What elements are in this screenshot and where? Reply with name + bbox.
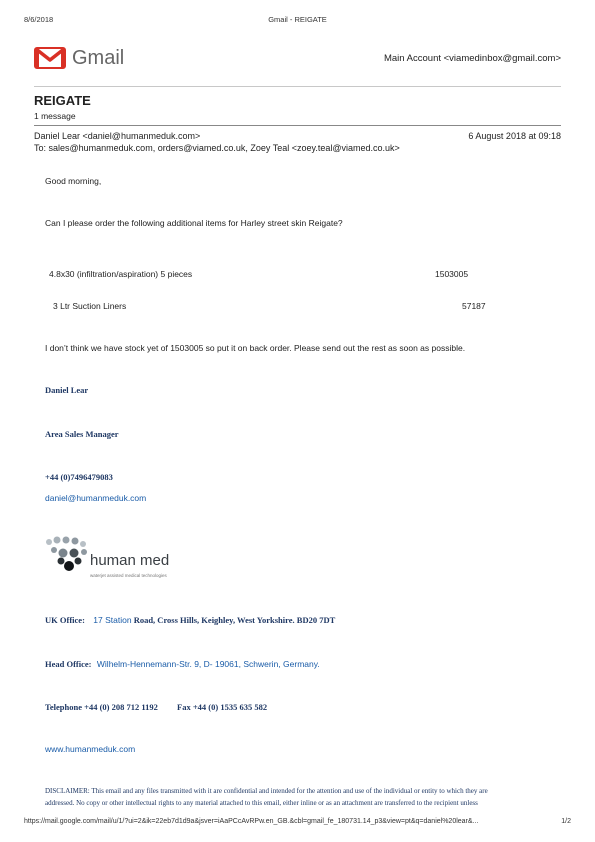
print-url: https://mail.google.com/mail/u/1/?ui=2&ik=22eb7d1d9a&jsver=iAaPCcAvRPw.en_GB.&cbl=gmail_fe_180731.14_p3&view=pt&q=daniel%20lear&...	[24, 818, 479, 825]
disclaimer-line: DISCLAIMER: This email and any files transmitted with it are confidential and intended for the attention and use of the individual or entity to which they are	[45, 787, 488, 795]
uk-office-label: UK Office	[45, 615, 83, 625]
gmail-wordmark: Gmail	[72, 46, 125, 69]
logo-tagline: waterjet assisted medical technologies	[90, 573, 167, 578]
head-office-label: Head Office	[45, 659, 89, 669]
divider	[34, 86, 561, 87]
page-number: 1/2	[561, 818, 571, 825]
print-date: 8/6/2018	[24, 15, 54, 24]
message-count: 1 message	[34, 111, 76, 121]
request-text: Can I please order the following additional items for Harley street skin Reigate?	[45, 218, 343, 228]
uk-address-link[interactable]: 17 Station	[93, 615, 132, 625]
message-from: Daniel Lear <daniel@humanmeduk.com>	[34, 131, 201, 141]
backorder-note: I don’t think we have stock yet of 1503005 so put it on back order. Please send out the rest as soon as possible.	[45, 343, 466, 353]
print-title: Gmail - REIGATE	[268, 15, 327, 24]
signature-phone: +44 (0)7496479083	[45, 472, 113, 482]
item-code: 57187	[462, 301, 486, 311]
item-description: 4.8x30 (infiltration/aspiration) 5 pieces	[49, 269, 193, 279]
greeting: Good morning,	[45, 176, 102, 186]
telephone: Telephone +44 (0) 208 712 1192	[45, 702, 158, 712]
gmail-envelope-icon	[34, 47, 66, 69]
uk-office-line: UK Office: 17 Station Road, Cross Hills, Keighley, West Yorkshire. BD20 7DT	[45, 615, 336, 625]
head-address-link[interactable]: Wilhelm-Hennemann-Str. 9, D- 19061, Schwerin, Germany.	[96, 659, 320, 669]
gmail-logo[interactable]	[34, 45, 124, 71]
human-med-dots-icon	[44, 535, 94, 573]
message-date: 6 August 2018 at 09:18	[468, 131, 561, 141]
account-label: Main Account <viamedinbox@gmail.com>	[383, 53, 561, 64]
fax: Fax +44 (0) 1535 635 582	[177, 702, 268, 712]
message-recipients: To: sales@humanmeduk.com, orders@viamed.co.uk, Zoey Teal <zoey.teal@viamed.co.uk>	[34, 143, 400, 153]
signature-name: Daniel Lear	[45, 385, 89, 395]
website-link[interactable]: www.humanmeduk.com	[45, 744, 136, 754]
head-office-line: Head Office: Wilhelm-Hennemann-Str. 9, D- 19061, Schwerin, Germany.	[45, 659, 320, 669]
item-description: 3 Ltr Suction Liners	[53, 301, 127, 311]
signature-email-link[interactable]: daniel@humanmeduk.com	[45, 493, 147, 503]
human-med-logo	[44, 535, 184, 583]
item-code: 1503005	[435, 269, 469, 279]
logo-name: human med	[90, 552, 170, 569]
uk-address-rest: Road, Cross Hills, Keighley, West Yorkshire. BD20 7DT	[131, 615, 336, 625]
thread-subject: REIGATE	[34, 93, 91, 108]
signature-role: Area Sales Manager	[45, 429, 119, 439]
divider	[34, 125, 561, 126]
disclaimer-line: addressed. No copy or other intellectual rights to any material attached to this email, either inline or as an attachment are transferred to the recipient unless	[45, 799, 478, 807]
